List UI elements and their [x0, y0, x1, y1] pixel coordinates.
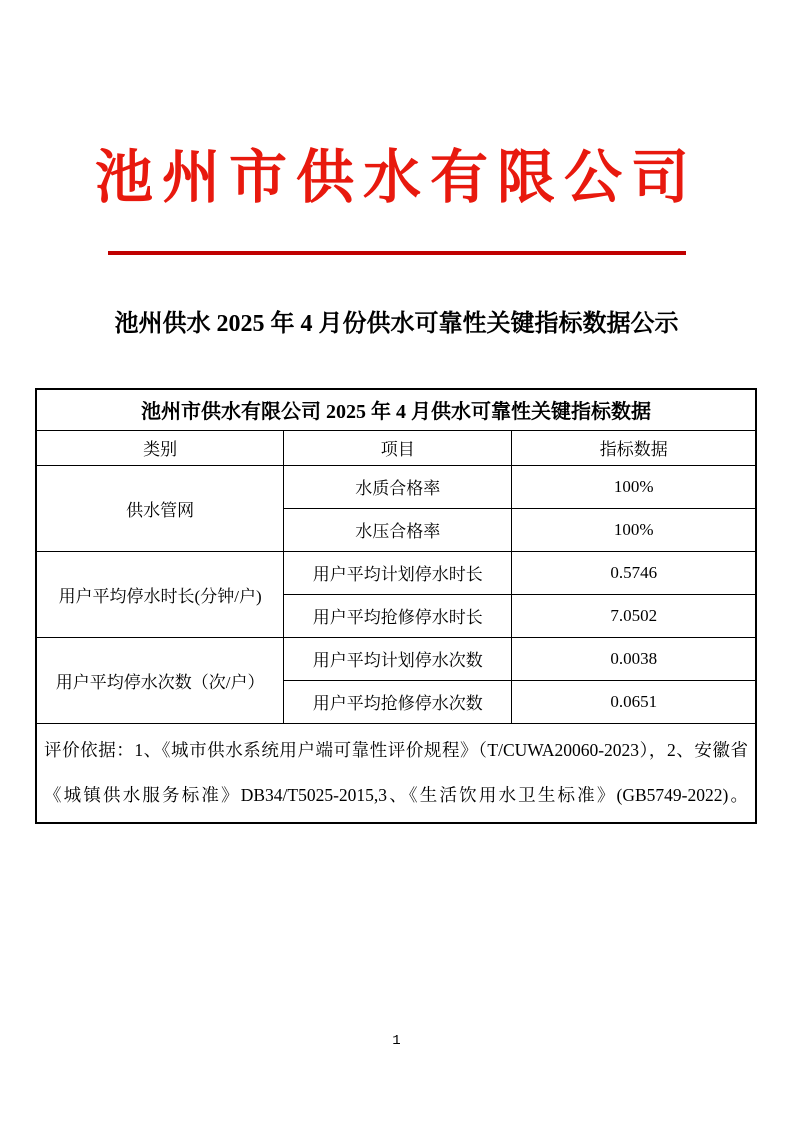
column-header-value: 指标数据 [512, 430, 756, 465]
value-cell-planned-outage-count: 0.0038 [512, 637, 756, 680]
category-cell-pipeline-network: 供水管网 [36, 465, 284, 551]
value-cell-water-pressure-rate: 100% [512, 508, 756, 551]
table-row [36, 637, 756, 680]
value-cell-planned-outage-duration: 0.5746 [512, 551, 756, 594]
table-title-row [36, 389, 756, 430]
column-header-category: 类别 [36, 430, 284, 465]
column-header-item: 项目 [284, 430, 512, 465]
letterhead-rule-divider [108, 251, 686, 255]
page-number: 1 [392, 1033, 401, 1049]
item-cell-water-pressure-rate: 水压合格率 [284, 508, 512, 551]
category-cell-avg-outage-count: 用户平均停水次数（次/户） [36, 637, 284, 723]
value-cell-repair-outage-count: 0.0651 [512, 680, 756, 723]
table-title: 池州市供水有限公司 2025 年 4 月供水可靠性关键指标数据 [36, 389, 756, 430]
table-row [36, 551, 756, 594]
evaluation-basis-note: 评价依据：1、《城市供水系统用户端可靠性评价规程》（T/CUWA20060-2023），2、安徽省《城镇供水服务标准》DB34/T5025-2015,3、《生活饮用水卫生标准》(GB5749-2022)。 [36, 723, 756, 823]
category-cell-avg-outage-duration: 用户平均停水时长(分钟/户) [36, 551, 284, 637]
item-cell-repair-outage-duration: 用户平均抢修停水时长 [284, 594, 512, 637]
letterhead-company-title: 池州市供水有限公司 [94, 145, 698, 210]
table-header-row [36, 430, 756, 465]
item-cell-planned-outage-duration: 用户平均计划停水时长 [284, 551, 512, 594]
indicator-data-table [35, 388, 757, 824]
value-cell-water-quality-rate: 100% [512, 465, 756, 508]
value-cell-repair-outage-duration: 7.0502 [512, 594, 756, 637]
item-cell-repair-outage-count: 用户平均抢修停水次数 [284, 680, 512, 723]
item-cell-planned-outage-count: 用户平均计划停水次数 [284, 637, 512, 680]
table-row [36, 465, 756, 508]
item-cell-water-quality-rate: 水质合格率 [284, 465, 512, 508]
document-title: 池州供水 2025 年 4 月份供水可靠性关键指标数据公示 [114, 311, 679, 337]
table-note-row [36, 723, 756, 823]
